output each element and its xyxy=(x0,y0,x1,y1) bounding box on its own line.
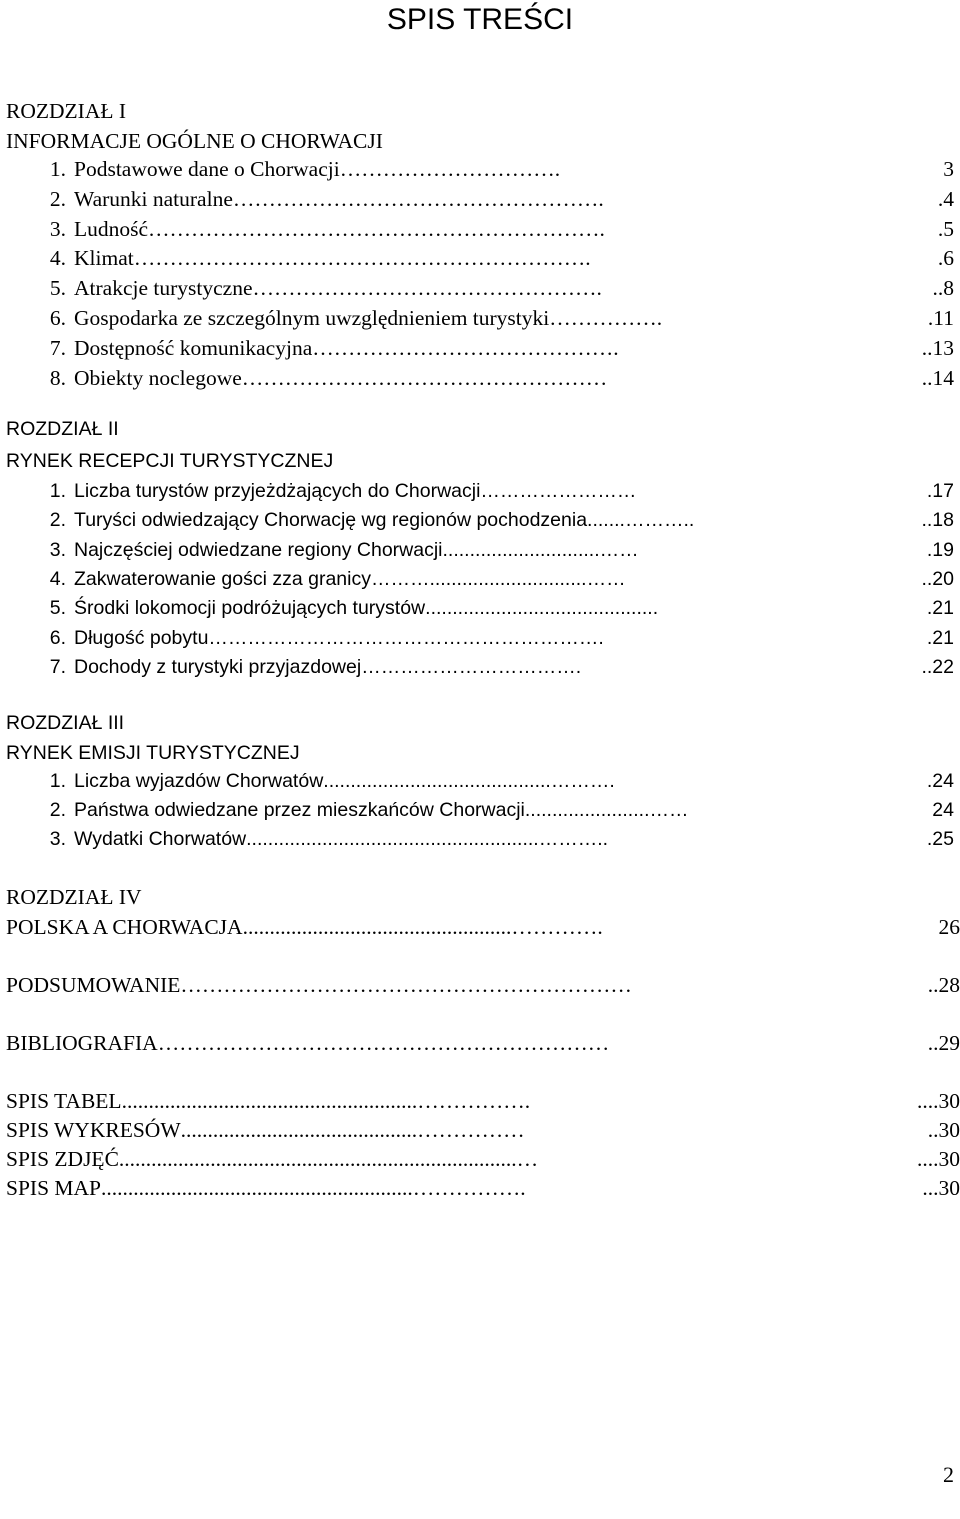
toc-leader: ..........................................................……………. xyxy=(101,1176,526,1200)
toc-entry-label: Ludność xyxy=(74,216,149,241)
toc-entry xyxy=(0,593,960,623)
toc-entry-label: Dochody z turystyki przyjazdowej xyxy=(74,655,362,678)
page-number: 2 xyxy=(943,1462,954,1487)
toc-entry-number: 5. xyxy=(49,276,66,301)
toc-entry-label: Podstawowe dane o Chorwacji xyxy=(74,157,340,181)
toc-entry-label: Państwa odwiedzane przez mieszkańców Chorwacji xyxy=(74,799,525,821)
toc-page-number: .17 xyxy=(926,480,954,502)
toc-entry-number: 5. xyxy=(49,597,66,620)
list-entry xyxy=(0,1115,960,1145)
toc-entry-number: 3. xyxy=(49,216,66,241)
toc-leader: ……………………………………………. xyxy=(232,186,604,211)
toc-entry-label: Długość pobytu xyxy=(74,626,209,649)
toc-entry-label: Wydatki Chorwatów xyxy=(74,828,247,850)
toc-entry-number: 2. xyxy=(49,799,66,821)
toc-entry-label: Turyści odwiedzający Chorwację wg regionów pochodzenia xyxy=(74,509,588,532)
toc-entry-number: 6. xyxy=(49,626,66,649)
toc-page-number: ..14 xyxy=(921,365,954,390)
toc-page-number: ..29 xyxy=(927,1031,960,1055)
chapter-3-heading: ROZDZIAŁ III xyxy=(6,712,125,734)
toc-leader: ……………………………………………………… xyxy=(157,1031,610,1055)
toc-page-number: ..22 xyxy=(921,655,954,678)
toc-entry-label: Środki lokomocji podróżujących turystów xyxy=(74,597,426,620)
toc-entry xyxy=(0,652,960,682)
toc-page-number: .21 xyxy=(926,626,954,649)
chapter-1-subheading: INFORMACJE OGÓLNE O CHORWACJI xyxy=(6,129,383,153)
toc-entry-number: 1. xyxy=(49,157,66,181)
toc-entry xyxy=(0,273,960,303)
toc-leader: …………………………………………. xyxy=(252,276,602,301)
toc-page-number: .19 xyxy=(926,538,954,561)
toc-entry-label: Najczęściej odwiedzane regiony Chorwacji xyxy=(74,538,443,561)
toc-entry xyxy=(0,154,960,184)
toc-leader: …………………………. xyxy=(339,157,561,181)
toc-entry xyxy=(0,623,960,653)
page-title: SPIS TREŚCI xyxy=(386,3,574,36)
toc-leader: ........................................... xyxy=(425,597,659,620)
toc-entry-number: 1. xyxy=(49,770,66,792)
toc-entry xyxy=(0,243,960,273)
toc-page-number: 3 xyxy=(943,157,954,181)
chapter-2-heading: ROZDZIAŁ II xyxy=(6,418,119,440)
toc-entry-label: Liczba wyjazdów Chorwatów xyxy=(74,770,324,792)
toc-entry-label: Warunki naturalne xyxy=(74,186,233,211)
toc-page-number: 26 xyxy=(938,915,960,939)
toc-entry-label: SPIS ZDJĘĆ xyxy=(6,1147,119,1171)
toc-leader: …………………… xyxy=(480,480,637,502)
toc-entry xyxy=(0,564,960,594)
toc-page-number: .25 xyxy=(926,828,954,850)
toc-leader: .............................…… xyxy=(442,538,639,561)
toc-entry-number: 7. xyxy=(49,655,66,678)
toc-leader: ……….............................…… xyxy=(370,567,626,590)
toc-page-number: ...30 xyxy=(922,1176,960,1200)
toc-entry-label: Zakwaterowanie gości zza granicy xyxy=(74,567,371,590)
toc-leader: ……………………………………………………. xyxy=(208,626,604,649)
toc-entry-number: 7. xyxy=(49,335,66,360)
toc-leader: …………………………………………… xyxy=(241,365,608,390)
toc-page-number: .24 xyxy=(926,770,954,792)
toc-entry-number: 8. xyxy=(49,365,66,390)
toc-leader: ……………. xyxy=(549,306,663,330)
toc-entry-number: 4. xyxy=(49,567,66,590)
toc-entry-label: Atrakcje turystyczne xyxy=(74,276,253,301)
toc-page-number: ..8 xyxy=(932,276,954,301)
toc-entry-label: SPIS WYKRESÓW xyxy=(6,1118,181,1142)
toc-entry xyxy=(0,363,960,393)
toc-entry xyxy=(0,214,960,244)
toc-page-number: 24 xyxy=(932,799,954,821)
toc-page-number: .21 xyxy=(926,597,954,620)
toc-entry-label: SPIS MAP xyxy=(6,1176,102,1200)
toc-page-number: ....30 xyxy=(917,1147,960,1171)
toc-entry-label: Obiekty noclegowe xyxy=(74,365,242,390)
toc-leader: .......................................................……………. xyxy=(121,1089,531,1113)
toc-entry-number: 2. xyxy=(49,509,66,532)
toc-leader: ..................................................…………. xyxy=(242,915,603,939)
toc-entry-label: POLSKA A CHORWACJA xyxy=(6,915,243,939)
toc-page-number: ..13 xyxy=(921,335,954,360)
toc-entry-label: PODSUMOWANIE xyxy=(6,973,181,997)
toc-leader: .......................…… xyxy=(524,799,689,821)
toc-leader: ......................................................……….. xyxy=(246,828,609,850)
toc-entry-number: 3. xyxy=(49,538,66,561)
toc-leader: ............................................…………… xyxy=(180,1118,525,1142)
toc-entry-number: 3. xyxy=(49,828,66,850)
list-entry xyxy=(0,1086,960,1116)
toc-leader: ……………………………………………………… xyxy=(180,973,632,997)
toc-leader: ……………………………………. xyxy=(312,335,619,360)
list-entry xyxy=(0,1173,960,1203)
chapter-4-heading: ROZDZIAŁ IV xyxy=(6,885,142,909)
toc-entry-number: 6. xyxy=(49,306,66,330)
toc-page-number: .6 xyxy=(937,246,954,271)
toc-page-number: ....30 xyxy=(917,1089,960,1113)
summary-entry xyxy=(0,970,960,1000)
toc-entry-label: Liczba turystów przyjeżdżających do Chorwacji xyxy=(74,480,481,502)
toc-page-number: ..28 xyxy=(927,973,960,997)
toc-page-number: .11 xyxy=(927,306,954,330)
toc-leader: ..........................................………. xyxy=(323,770,615,792)
toc-entry xyxy=(0,184,960,214)
toc-leader: ………………………………………………………. xyxy=(148,216,605,241)
toc-entry xyxy=(0,505,960,535)
toc-entry-label: Dostępność komunikacyjna xyxy=(74,335,313,360)
toc-page-number: .4 xyxy=(937,186,954,211)
toc-entry xyxy=(0,824,960,854)
toc-entry xyxy=(0,535,960,565)
toc-page-number: .5 xyxy=(937,216,954,241)
toc-entry xyxy=(0,766,960,796)
toc-leader: ..........................................................................… xyxy=(118,1147,539,1171)
list-entry xyxy=(0,1144,960,1174)
toc-entry xyxy=(0,333,960,363)
toc-entry-label: SPIS TABEL xyxy=(6,1089,122,1113)
toc-entry-label: BIBLIOGRAFIA xyxy=(6,1031,158,1055)
toc-entry xyxy=(0,303,960,333)
toc-entry-number: 2. xyxy=(49,186,66,211)
toc-entry-label: Gospodarka ze szczególnym uwzględnieniem turystyki xyxy=(74,306,550,330)
toc-leader: .......……….. xyxy=(587,509,695,532)
toc-page-number: ..20 xyxy=(921,567,954,590)
toc-entry-number: 4. xyxy=(49,246,66,271)
bibliography-entry xyxy=(0,1028,960,1058)
chapter-2-subheading: RYNEK RECEPCJI TURYSTYCZNEJ xyxy=(6,450,334,472)
toc-page-number: ..18 xyxy=(921,509,954,532)
toc-entry xyxy=(0,795,960,825)
toc-leader: ……………………………. xyxy=(361,655,582,678)
toc-page-number: ..30 xyxy=(927,1118,960,1142)
toc-leader: ………………………………………………………. xyxy=(133,246,591,271)
chapter-1-heading: ROZDZIAŁ I xyxy=(6,99,127,123)
toc-entry-number: 1. xyxy=(49,480,66,502)
toc-entry xyxy=(0,476,960,506)
toc-entry-label: Klimat xyxy=(74,246,134,271)
chapter-3-subheading: RYNEK EMISJI TURYSTYCZNEJ xyxy=(6,742,300,764)
chapter-4-entry xyxy=(0,912,960,942)
